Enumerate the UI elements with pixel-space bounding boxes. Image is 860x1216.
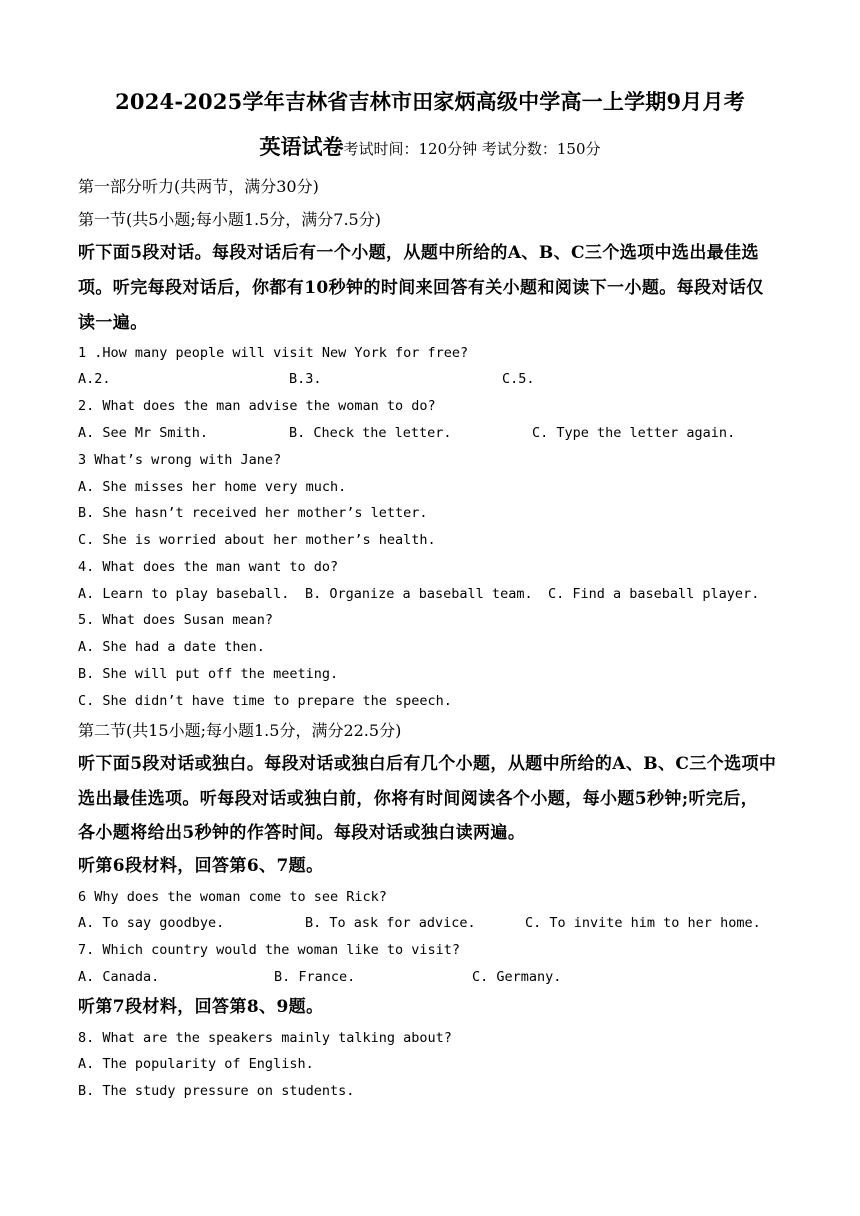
- question-stem: 3 What’s wrong with Jane?: [78, 452, 282, 468]
- exam-subtitle: [0, 132, 860, 164]
- option-a: A. To say goodbye.: [78, 915, 225, 931]
- option-a: A. She had a date then.: [78, 639, 265, 655]
- section2-heading: 第二节(共15小题;每小题1.5分，满分22.5分): [78, 721, 402, 740]
- option-c: C. Type the letter again.: [532, 425, 736, 441]
- exam-title: 2024-2025学年吉林省吉林市田家炳高级中学高一上学期9月月考: [115, 89, 745, 114]
- part1-heading: 第一部分听力(共两节，满分30分): [78, 177, 319, 196]
- option-a: A. The popularity of English.: [78, 1056, 314, 1072]
- option-a: A. Learn to play baseball.: [78, 586, 290, 602]
- question-stem: 4. What does the man want to do?: [78, 559, 339, 575]
- option-b: B. Organize a baseball team.: [305, 586, 533, 602]
- option-c: C.5.: [502, 371, 535, 387]
- option-c: C. Germany.: [472, 969, 562, 985]
- option-c: C. To invite him to her home.: [525, 915, 761, 931]
- section1-instruction-line: 读一遍。: [78, 313, 148, 333]
- section2-instruction-line: 各小题将给出5秒钟的作答时间。每段对话或独白读两遍。: [78, 823, 526, 843]
- section1-instruction-line: 听下面5段对话。每段对话后有一个小题，从题中所给的A、B、C三个选项中选出最佳选: [78, 243, 759, 263]
- section1-instruction-line: 项。听完每段对话后，你都有10秒钟的时间来回答有关小题和阅读下一小题。每段对话仅: [78, 278, 764, 298]
- option-c: C. Find a baseball player.: [548, 586, 760, 602]
- question-stem: 7. Which country would the woman like to visit?: [78, 942, 461, 958]
- option-b: B. She hasn’t received her mother’s letter.: [78, 505, 428, 521]
- option-c: C. She didn’t have time to prepare the speech.: [78, 693, 452, 709]
- question-stem: 1 .How many people will visit New York for free?: [78, 345, 469, 361]
- option-a: A. See Mr Smith.: [78, 425, 209, 441]
- option-b: B. The study pressure on students.: [78, 1083, 355, 1099]
- material-heading: 听第7段材料，回答第8、9题。: [78, 997, 324, 1017]
- option-b: B. She will put off the meeting.: [78, 666, 339, 682]
- option-b: B. France.: [274, 969, 356, 985]
- question-stem: 2. What does the man advise the woman to do?: [78, 398, 436, 414]
- option-a: A. She misses her home very much.: [78, 479, 347, 495]
- section2-instruction-line: 听下面5段对话或独白。每段对话或独白后有几个小题，从题中所给的A、B、C三个选项中: [78, 754, 777, 774]
- question-stem: 8. What are the speakers mainly talking about?: [78, 1030, 452, 1046]
- option-a: A.2.: [78, 371, 111, 387]
- section1-heading: 第一节(共5小题;每小题1.5分，满分7.5分): [78, 210, 381, 229]
- exam-info: 考试时间：120分钟 考试分数：150分: [343, 140, 601, 158]
- question-stem: 6 Why does the woman come to see Rick?: [78, 889, 387, 905]
- subject-label: 英语试卷: [259, 134, 344, 159]
- option-b: B. To ask for advice.: [305, 915, 476, 931]
- option-b: B.3.: [289, 371, 322, 387]
- option-a: A. Canada.: [78, 969, 160, 985]
- section2-instruction-line: 选出最佳选项。听每段对话或独白前，你将有时间阅读各个小题，每小题5秒钟;听完后，: [78, 789, 759, 809]
- material-heading: 听第6段材料，回答第6、7题。: [78, 856, 324, 876]
- question-stem: 5. What does Susan mean?: [78, 612, 274, 628]
- option-c: C. She is worried about her mother’s health.: [78, 532, 436, 548]
- option-b: B. Check the letter.: [289, 425, 452, 441]
